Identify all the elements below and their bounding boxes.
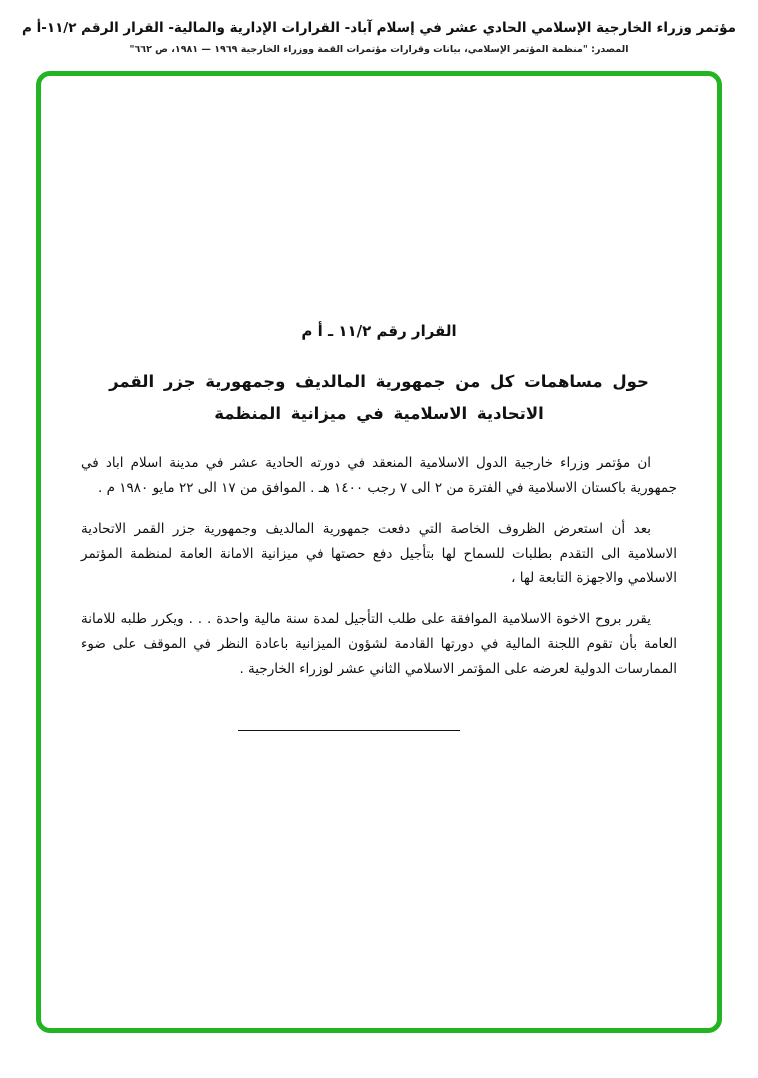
end-divider bbox=[238, 730, 460, 731]
resolution-number: القرار رقم ١١/٢ ـ أ م bbox=[301, 322, 457, 341]
document-header bbox=[0, 0, 758, 55]
header-title: مؤتمر وزراء الخارجية الإسلامي الحادي عشر في إسلام آباد- القرارات الإدارية والمالية- القرار الرقم ١١/٢-أ م bbox=[22, 20, 736, 36]
page-content bbox=[41, 76, 717, 731]
resolution-title-line-2: الاتحادية الاسلامية في ميزانية المنظمة bbox=[214, 404, 544, 424]
scanned-page-frame bbox=[36, 71, 722, 1033]
paragraph-preamble: ان مؤتمر وزراء خارجية الدول الاسلامية المنعقد في دورته الحادية عشر في مدينة اسلام اباد في جمهورية باكستان الاسلامية في الفترة من ٢ الى ٧ رجب ١٤٠٠ هـ . الموافق من ١٧ الى ٢٢ مايو ١٩٨٠ م . bbox=[81, 454, 677, 496]
header-source-line: المصدر: "منظمة المؤتمر الإسلامي، بيانات وقرارات مؤتمرات القمة ووزراء الخارجية ١٩٦٩ — ١٩٨١، ص ٦٦٢" bbox=[129, 44, 629, 56]
resolution-title-line-1: حول مساهمات كل من جمهورية المالديف وجمهورية جزر القمر bbox=[109, 372, 649, 392]
resolution-title bbox=[81, 366, 677, 430]
paragraph-decision: يقرر بروح الاخوة الاسلامية الموافقة على طلب التأجيل لمدة سنة مالية واحدة . . . ويكرر طلبه للامانة العامة بأن تقوم اللجنة المالية في دورتها القادمة لشؤون الميزانية باعادة النظر في الموقف على ضوء الممارسات الدولية لعرضه على المؤتمر الاسلامي الثاني عشر لوزراء الخارجية . bbox=[81, 611, 677, 678]
paragraph-considerations: بعد أن استعرض الظروف الخاصة التي دفعت جمهورية المالديف وجمهورية جزر القمر الاتحادية الاسلامية الى التقدم بطلبات للسماح لها بتأجيل دفع حصتها في ميزانية الامانة العامة لمنظمة المؤتمر الاسلامي والاجهزة التابعة لها ، bbox=[81, 520, 677, 587]
